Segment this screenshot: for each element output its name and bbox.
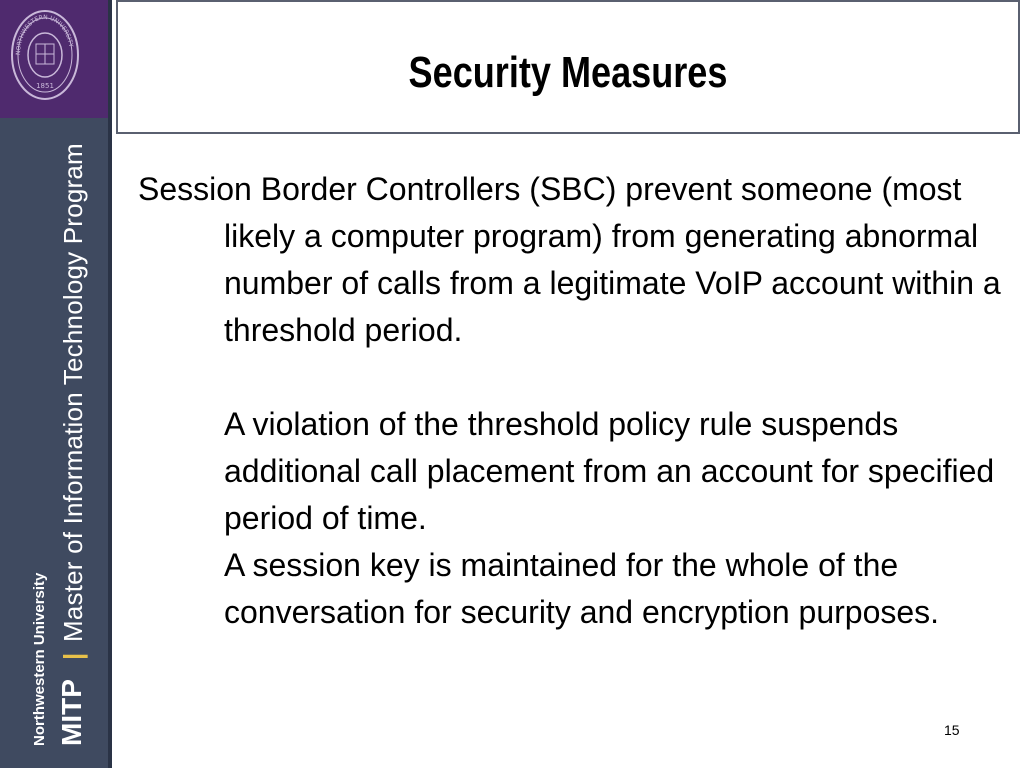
slide-title: Security Measures xyxy=(408,48,728,97)
seal-year: 1851 xyxy=(36,82,54,90)
paragraph-session-key: A session key is maintained for the whole of the conversation for security and encryption purposes. xyxy=(224,547,940,630)
sidebar-stripe xyxy=(108,0,112,768)
title-box xyxy=(116,0,1020,134)
sidebar xyxy=(0,0,112,768)
logo-divider: | xyxy=(58,652,88,660)
page-number: 15 xyxy=(944,722,960,738)
slide-body xyxy=(138,166,1008,636)
university-seal-icon xyxy=(8,6,82,104)
logo-acronym: MITP xyxy=(56,679,87,746)
paragraph-violation: A violation of the threshold policy rule suspends additional call placement from an account for specified period of time. xyxy=(224,406,995,536)
paragraph-sbc: Session Border Controllers (SBC) prevent someone (most likely a computer program) from generating abnormal number of calls from a legitimate VoIP account within a threshold period. xyxy=(138,171,1001,348)
seal-panel xyxy=(0,0,112,118)
program-name: Master of Information Technology Program xyxy=(58,143,88,642)
seal-text: NORTHWESTERN UNIVERSITY xyxy=(14,13,75,56)
university-name: Northwestern University xyxy=(31,572,48,746)
paragraph-spacer xyxy=(138,354,1008,401)
